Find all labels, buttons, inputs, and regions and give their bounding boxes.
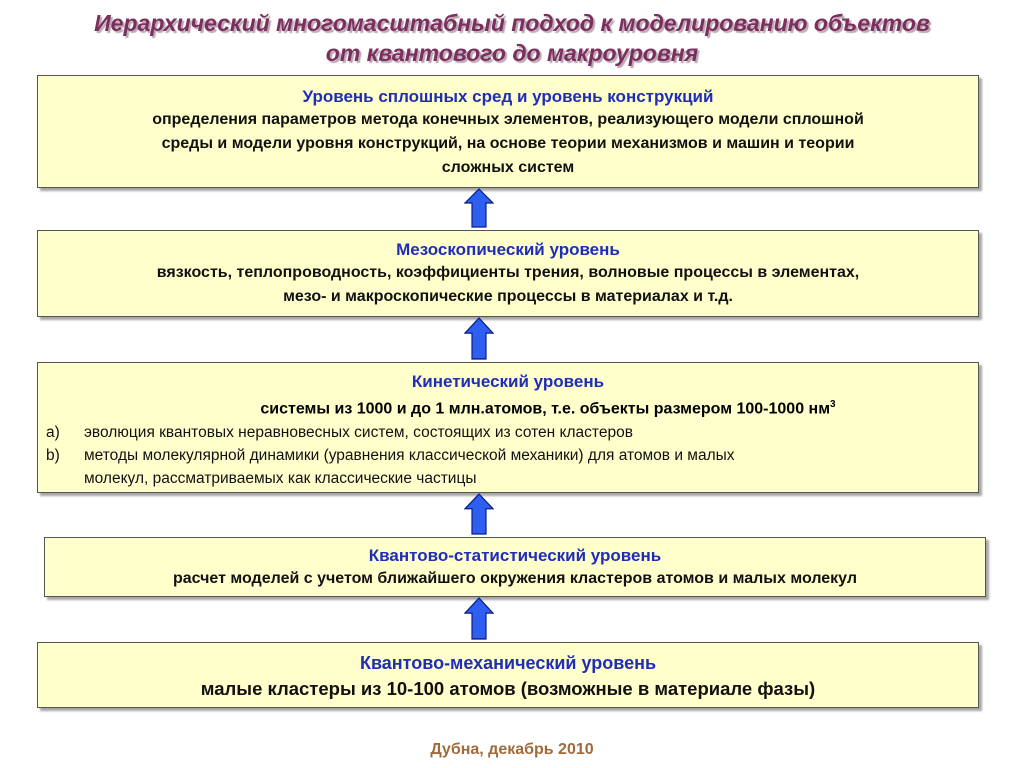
mesoscopic-level-text-1: вязкость, теплопроводность, коэффициенты трения, волновые процессы в элементах, bbox=[156, 264, 860, 281]
up-arrow-icon bbox=[464, 493, 494, 535]
quantum-mechanical-level-box bbox=[37, 642, 979, 708]
kinetic-item-b-text-1: методы молекулярной динамики (уравнения классической механики) для атомов и малых bbox=[84, 447, 735, 465]
slide-title bbox=[0, 8, 1024, 68]
kinetic-level-box bbox=[37, 362, 979, 493]
kinetic-item-a-text: эволюция квантовых неравновесных систем, состоящих из сотен кластеров bbox=[84, 424, 633, 442]
up-arrow-icon bbox=[464, 317, 494, 360]
up-arrow-icon bbox=[464, 597, 494, 640]
kinetic-level-systems bbox=[38, 393, 978, 421]
continuum-level-text-1: определения параметров метода конечных элементов, реализующего модели сплошной bbox=[152, 111, 864, 128]
quantum-mechanical-text: малые кластеры из 10-100 атомов (возможные в материале фазы) bbox=[200, 678, 816, 699]
continuum-level-box bbox=[37, 75, 979, 188]
title-line-1: Иерархический многомасштабный подход к моделированию объектов bbox=[94, 10, 930, 36]
mesoscopic-level-box bbox=[37, 230, 979, 317]
list-marker-a: a) bbox=[46, 424, 60, 442]
quantum-statistical-level-box bbox=[44, 537, 986, 597]
continuum-level-text-2: среды и модели уровня конструкций, на основе теории механизмов и машин и теории bbox=[161, 135, 855, 152]
continuum-level-text-3: сложных систем bbox=[441, 159, 575, 176]
quantum-statistical-heading: Квантово-статистический уровень bbox=[368, 546, 662, 565]
kinetic-systems-superscript: 3 bbox=[830, 399, 836, 410]
continuum-level-heading: Уровень сплошных сред и уровень конструкций bbox=[302, 87, 714, 106]
list-marker-b: b) bbox=[46, 447, 60, 465]
mesoscopic-level-heading: Мезоскопический уровень bbox=[396, 240, 620, 259]
footer-text: Дубна, декабрь 2010 bbox=[430, 741, 594, 758]
kinetic-level-heading: Кинетический уровень bbox=[411, 372, 605, 391]
title-line-2: от квантового до макроуровня bbox=[325, 40, 699, 66]
quantum-statistical-text: расчет моделей с учетом ближайшего окружения кластеров атомов и малых молекул bbox=[172, 570, 858, 587]
kinetic-item-b-text-2: молекул, рассматриваемых как классические частицы bbox=[84, 470, 477, 488]
mesoscopic-level-text-2: мезо- и макроскопические процессы в материалах и т.д. bbox=[283, 288, 733, 305]
up-arrow-icon bbox=[464, 188, 494, 228]
quantum-mechanical-heading: Квантово-механический уровень bbox=[359, 653, 657, 673]
kinetic-list-item-a bbox=[38, 421, 978, 444]
kinetic-list-item-b bbox=[38, 444, 978, 490]
kinetic-systems-text: системы из 1000 и до 1 млн.атомов, т.е. объекты размером 100-1000 нм bbox=[260, 400, 831, 418]
